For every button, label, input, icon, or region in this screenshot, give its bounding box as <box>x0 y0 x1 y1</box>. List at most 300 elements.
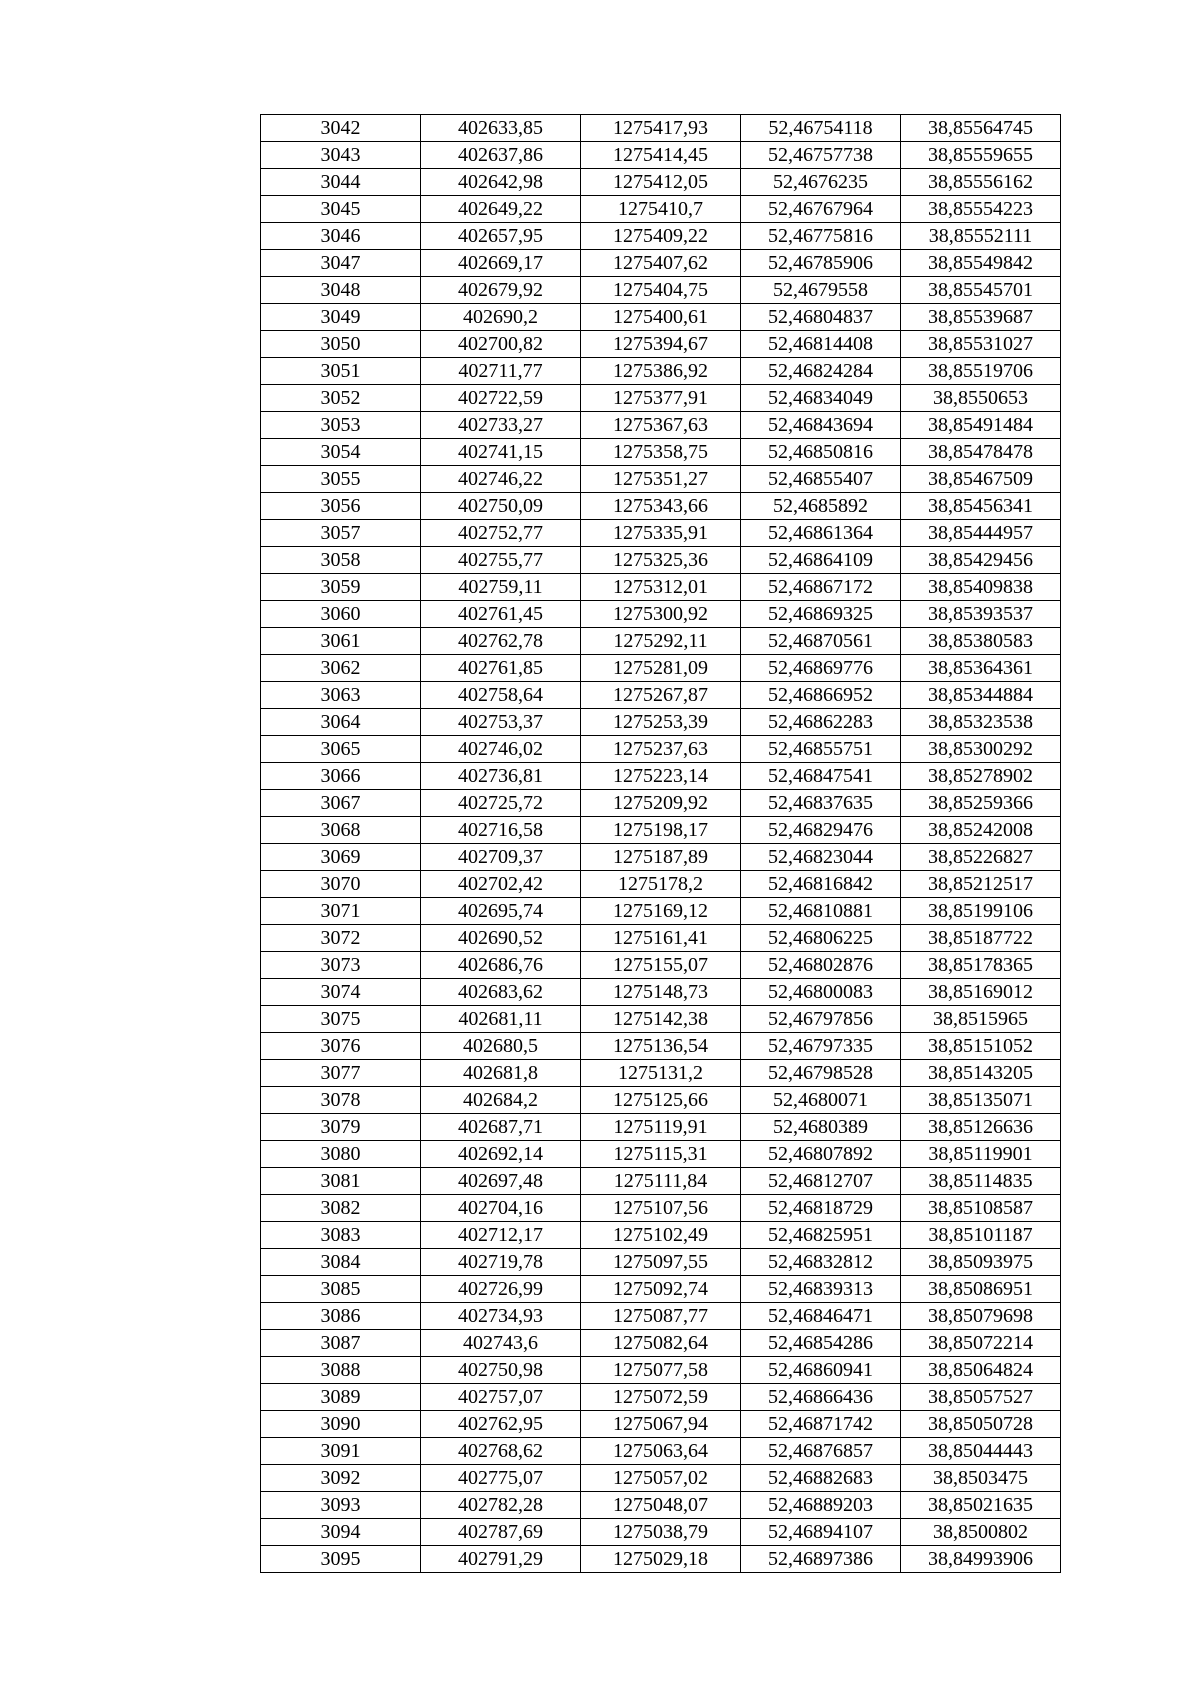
y-coordinate-cell: 1275312,01 <box>581 574 741 601</box>
latitude-cell: 52,46814408 <box>741 331 901 358</box>
x-coordinate-cell: 402692,14 <box>421 1141 581 1168</box>
latitude-cell: 52,46866952 <box>741 682 901 709</box>
y-coordinate-cell: 1275087,77 <box>581 1303 741 1330</box>
latitude-cell: 52,46854286 <box>741 1330 901 1357</box>
x-coordinate-cell: 402679,92 <box>421 277 581 304</box>
longitude-cell: 38,85323538 <box>901 709 1061 736</box>
table-row <box>261 736 1061 763</box>
table-row <box>261 844 1061 871</box>
x-coordinate-cell: 402761,85 <box>421 655 581 682</box>
y-coordinate-cell: 1275097,55 <box>581 1249 741 1276</box>
y-coordinate-cell: 1275111,84 <box>581 1168 741 1195</box>
y-coordinate-cell: 1275057,02 <box>581 1465 741 1492</box>
y-coordinate-cell: 1275148,73 <box>581 979 741 1006</box>
point-number-cell: 3047 <box>261 250 421 277</box>
point-number-cell: 3054 <box>261 439 421 466</box>
point-number-cell: 3070 <box>261 871 421 898</box>
point-number-cell: 3085 <box>261 1276 421 1303</box>
y-coordinate-cell: 1275377,91 <box>581 385 741 412</box>
y-coordinate-cell: 1275142,38 <box>581 1006 741 1033</box>
x-coordinate-cell: 402757,07 <box>421 1384 581 1411</box>
x-coordinate-cell: 402746,02 <box>421 736 581 763</box>
latitude-cell: 52,46847541 <box>741 763 901 790</box>
point-number-cell: 3092 <box>261 1465 421 1492</box>
x-coordinate-cell: 402649,22 <box>421 196 581 223</box>
point-number-cell: 3053 <box>261 412 421 439</box>
latitude-cell: 52,46839313 <box>741 1276 901 1303</box>
table-row <box>261 412 1061 439</box>
x-coordinate-cell: 402791,29 <box>421 1546 581 1573</box>
y-coordinate-cell: 1275325,36 <box>581 547 741 574</box>
point-number-cell: 3062 <box>261 655 421 682</box>
x-coordinate-cell: 402687,71 <box>421 1114 581 1141</box>
point-number-cell: 3044 <box>261 169 421 196</box>
longitude-cell: 38,85559655 <box>901 142 1061 169</box>
latitude-cell: 52,4676235 <box>741 169 901 196</box>
x-coordinate-cell: 402683,62 <box>421 979 581 1006</box>
longitude-cell: 38,85380583 <box>901 628 1061 655</box>
point-number-cell: 3071 <box>261 898 421 925</box>
longitude-cell: 38,8500802 <box>901 1519 1061 1546</box>
point-number-cell: 3089 <box>261 1384 421 1411</box>
table-row <box>261 1168 1061 1195</box>
x-coordinate-cell: 402768,62 <box>421 1438 581 1465</box>
point-number-cell: 3050 <box>261 331 421 358</box>
longitude-cell: 38,85344884 <box>901 682 1061 709</box>
table-row <box>261 142 1061 169</box>
latitude-cell: 52,46876857 <box>741 1438 901 1465</box>
table-row <box>261 466 1061 493</box>
longitude-cell: 38,85199106 <box>901 898 1061 925</box>
point-number-cell: 3055 <box>261 466 421 493</box>
y-coordinate-cell: 1275082,64 <box>581 1330 741 1357</box>
table-row <box>261 763 1061 790</box>
table-row <box>261 1303 1061 1330</box>
latitude-cell: 52,46864109 <box>741 547 901 574</box>
longitude-cell: 38,85064824 <box>901 1357 1061 1384</box>
point-number-cell: 3056 <box>261 493 421 520</box>
point-number-cell: 3049 <box>261 304 421 331</box>
point-number-cell: 3093 <box>261 1492 421 1519</box>
y-coordinate-cell: 1275077,58 <box>581 1357 741 1384</box>
y-coordinate-cell: 1275351,27 <box>581 466 741 493</box>
x-coordinate-cell: 402716,58 <box>421 817 581 844</box>
longitude-cell: 38,8503475 <box>901 1465 1061 1492</box>
point-number-cell: 3077 <box>261 1060 421 1087</box>
longitude-cell: 38,85456341 <box>901 493 1061 520</box>
latitude-cell: 52,46867172 <box>741 574 901 601</box>
x-coordinate-cell: 402690,52 <box>421 925 581 952</box>
x-coordinate-cell: 402709,37 <box>421 844 581 871</box>
y-coordinate-cell: 1275223,14 <box>581 763 741 790</box>
table-row <box>261 1519 1061 1546</box>
table-row <box>261 547 1061 574</box>
latitude-cell: 52,46870561 <box>741 628 901 655</box>
x-coordinate-cell: 402695,74 <box>421 898 581 925</box>
latitude-cell: 52,46866436 <box>741 1384 901 1411</box>
latitude-cell: 52,46767964 <box>741 196 901 223</box>
x-coordinate-cell: 402669,17 <box>421 250 581 277</box>
longitude-cell: 38,85079698 <box>901 1303 1061 1330</box>
y-coordinate-cell: 1275253,39 <box>581 709 741 736</box>
x-coordinate-cell: 402750,09 <box>421 493 581 520</box>
table-row <box>261 1087 1061 1114</box>
longitude-cell: 38,85259366 <box>901 790 1061 817</box>
point-number-cell: 3079 <box>261 1114 421 1141</box>
point-number-cell: 3094 <box>261 1519 421 1546</box>
x-coordinate-cell: 402761,45 <box>421 601 581 628</box>
x-coordinate-cell: 402637,86 <box>421 142 581 169</box>
longitude-cell: 38,85564745 <box>901 115 1061 142</box>
longitude-cell: 38,85126636 <box>901 1114 1061 1141</box>
x-coordinate-cell: 402736,81 <box>421 763 581 790</box>
x-coordinate-cell: 402712,17 <box>421 1222 581 1249</box>
latitude-cell: 52,46832812 <box>741 1249 901 1276</box>
point-number-cell: 3048 <box>261 277 421 304</box>
table-row <box>261 223 1061 250</box>
table-row <box>261 196 1061 223</box>
latitude-cell: 52,46855751 <box>741 736 901 763</box>
y-coordinate-cell: 1275404,75 <box>581 277 741 304</box>
y-coordinate-cell: 1275335,91 <box>581 520 741 547</box>
y-coordinate-cell: 1275169,12 <box>581 898 741 925</box>
y-coordinate-cell: 1275136,54 <box>581 1033 741 1060</box>
point-number-cell: 3075 <box>261 1006 421 1033</box>
y-coordinate-cell: 1275292,11 <box>581 628 741 655</box>
latitude-cell: 52,4685892 <box>741 493 901 520</box>
y-coordinate-cell: 1275115,31 <box>581 1141 741 1168</box>
y-coordinate-cell: 1275029,18 <box>581 1546 741 1573</box>
point-number-cell: 3059 <box>261 574 421 601</box>
longitude-cell: 38,85364361 <box>901 655 1061 682</box>
y-coordinate-cell: 1275067,94 <box>581 1411 741 1438</box>
x-coordinate-cell: 402633,85 <box>421 115 581 142</box>
y-coordinate-cell: 1275400,61 <box>581 304 741 331</box>
latitude-cell: 52,46812707 <box>741 1168 901 1195</box>
latitude-cell: 52,46882683 <box>741 1465 901 1492</box>
y-coordinate-cell: 1275300,92 <box>581 601 741 628</box>
table-row <box>261 790 1061 817</box>
x-coordinate-cell: 402686,76 <box>421 952 581 979</box>
latitude-cell: 52,46798528 <box>741 1060 901 1087</box>
table-row <box>261 682 1061 709</box>
latitude-cell: 52,46810881 <box>741 898 901 925</box>
y-coordinate-cell: 1275198,17 <box>581 817 741 844</box>
point-number-cell: 3043 <box>261 142 421 169</box>
table-row <box>261 304 1061 331</box>
latitude-cell: 52,46807892 <box>741 1141 901 1168</box>
x-coordinate-cell: 402725,72 <box>421 790 581 817</box>
latitude-cell: 52,46855407 <box>741 466 901 493</box>
longitude-cell: 38,85143205 <box>901 1060 1061 1087</box>
y-coordinate-cell: 1275409,22 <box>581 223 741 250</box>
x-coordinate-cell: 402775,07 <box>421 1465 581 1492</box>
latitude-cell: 52,46869776 <box>741 655 901 682</box>
point-number-cell: 3072 <box>261 925 421 952</box>
longitude-cell: 38,85242008 <box>901 817 1061 844</box>
longitude-cell: 38,85531027 <box>901 331 1061 358</box>
coordinates-table <box>260 114 1061 1573</box>
x-coordinate-cell: 402734,93 <box>421 1303 581 1330</box>
table-row <box>261 1546 1061 1573</box>
longitude-cell: 38,85556162 <box>901 169 1061 196</box>
y-coordinate-cell: 1275358,75 <box>581 439 741 466</box>
table-row <box>261 493 1061 520</box>
longitude-cell: 38,85021635 <box>901 1492 1061 1519</box>
x-coordinate-cell: 402762,95 <box>421 1411 581 1438</box>
point-number-cell: 3080 <box>261 1141 421 1168</box>
point-number-cell: 3063 <box>261 682 421 709</box>
y-coordinate-cell: 1275414,45 <box>581 142 741 169</box>
longitude-cell: 38,85478478 <box>901 439 1061 466</box>
table-row <box>261 439 1061 466</box>
longitude-cell: 38,85187722 <box>901 925 1061 952</box>
x-coordinate-cell: 402681,8 <box>421 1060 581 1087</box>
latitude-cell: 52,46797856 <box>741 1006 901 1033</box>
table-row <box>261 1114 1061 1141</box>
table-row <box>261 601 1061 628</box>
longitude-cell: 38,85226827 <box>901 844 1061 871</box>
x-coordinate-cell: 402726,99 <box>421 1276 581 1303</box>
table-row <box>261 1411 1061 1438</box>
longitude-cell: 38,85072214 <box>901 1330 1061 1357</box>
table-row <box>261 1033 1061 1060</box>
table-row <box>261 1357 1061 1384</box>
y-coordinate-cell: 1275187,89 <box>581 844 741 871</box>
point-number-cell: 3065 <box>261 736 421 763</box>
y-coordinate-cell: 1275119,91 <box>581 1114 741 1141</box>
y-coordinate-cell: 1275267,87 <box>581 682 741 709</box>
point-number-cell: 3090 <box>261 1411 421 1438</box>
y-coordinate-cell: 1275281,09 <box>581 655 741 682</box>
y-coordinate-cell: 1275394,67 <box>581 331 741 358</box>
latitude-cell: 52,46869325 <box>741 601 901 628</box>
table-row <box>261 331 1061 358</box>
longitude-cell: 38,85108587 <box>901 1195 1061 1222</box>
point-number-cell: 3058 <box>261 547 421 574</box>
longitude-cell: 38,85135071 <box>901 1087 1061 1114</box>
y-coordinate-cell: 1275107,56 <box>581 1195 741 1222</box>
longitude-cell: 38,85429456 <box>901 547 1061 574</box>
longitude-cell: 38,85151052 <box>901 1033 1061 1060</box>
table-row <box>261 1195 1061 1222</box>
latitude-cell: 52,46818729 <box>741 1195 901 1222</box>
point-number-cell: 3081 <box>261 1168 421 1195</box>
table-row <box>261 1384 1061 1411</box>
longitude-cell: 38,85086951 <box>901 1276 1061 1303</box>
x-coordinate-cell: 402733,27 <box>421 412 581 439</box>
table-row <box>261 709 1061 736</box>
longitude-cell: 38,85393537 <box>901 601 1061 628</box>
point-number-cell: 3086 <box>261 1303 421 1330</box>
longitude-cell: 38,85278902 <box>901 763 1061 790</box>
latitude-cell: 52,46797335 <box>741 1033 901 1060</box>
x-coordinate-cell: 402690,2 <box>421 304 581 331</box>
table-row <box>261 1465 1061 1492</box>
y-coordinate-cell: 1275063,64 <box>581 1438 741 1465</box>
table-row <box>261 817 1061 844</box>
latitude-cell: 52,46897386 <box>741 1546 901 1573</box>
latitude-cell: 52,46861364 <box>741 520 901 547</box>
longitude-cell: 38,85552111 <box>901 223 1061 250</box>
point-number-cell: 3083 <box>261 1222 421 1249</box>
longitude-cell: 38,85545701 <box>901 277 1061 304</box>
latitude-cell: 52,46824284 <box>741 358 901 385</box>
latitude-cell: 52,4680389 <box>741 1114 901 1141</box>
y-coordinate-cell: 1275102,49 <box>581 1222 741 1249</box>
point-number-cell: 3061 <box>261 628 421 655</box>
y-coordinate-cell: 1275417,93 <box>581 115 741 142</box>
y-coordinate-cell: 1275072,59 <box>581 1384 741 1411</box>
point-number-cell: 3095 <box>261 1546 421 1573</box>
x-coordinate-cell: 402681,11 <box>421 1006 581 1033</box>
table-row <box>261 115 1061 142</box>
latitude-cell: 52,46806225 <box>741 925 901 952</box>
table-row <box>261 1492 1061 1519</box>
x-coordinate-cell: 402787,69 <box>421 1519 581 1546</box>
longitude-cell: 38,85119901 <box>901 1141 1061 1168</box>
latitude-cell: 52,46894107 <box>741 1519 901 1546</box>
table-row <box>261 277 1061 304</box>
latitude-cell: 52,46860941 <box>741 1357 901 1384</box>
table-row <box>261 1222 1061 1249</box>
table-row <box>261 1249 1061 1276</box>
longitude-cell: 38,85093975 <box>901 1249 1061 1276</box>
table-row <box>261 979 1061 1006</box>
latitude-cell: 52,46804837 <box>741 304 901 331</box>
y-coordinate-cell: 1275125,66 <box>581 1087 741 1114</box>
longitude-cell: 38,85057527 <box>901 1384 1061 1411</box>
longitude-cell: 38,85169012 <box>901 979 1061 1006</box>
table-row <box>261 1276 1061 1303</box>
latitude-cell: 52,46757738 <box>741 142 901 169</box>
y-coordinate-cell: 1275407,62 <box>581 250 741 277</box>
point-number-cell: 3066 <box>261 763 421 790</box>
x-coordinate-cell: 402684,2 <box>421 1087 581 1114</box>
longitude-cell: 38,85554223 <box>901 196 1061 223</box>
point-number-cell: 3046 <box>261 223 421 250</box>
x-coordinate-cell: 402759,11 <box>421 574 581 601</box>
longitude-cell: 38,85300292 <box>901 736 1061 763</box>
table-row <box>261 952 1061 979</box>
table-row <box>261 1006 1061 1033</box>
longitude-cell: 38,85178365 <box>901 952 1061 979</box>
table-row <box>261 169 1061 196</box>
latitude-cell: 52,4679558 <box>741 277 901 304</box>
longitude-cell: 38,85050728 <box>901 1411 1061 1438</box>
x-coordinate-cell: 402746,22 <box>421 466 581 493</box>
point-number-cell: 3057 <box>261 520 421 547</box>
table-row <box>261 655 1061 682</box>
table-row <box>261 871 1061 898</box>
x-coordinate-cell: 402642,98 <box>421 169 581 196</box>
table-row <box>261 358 1061 385</box>
y-coordinate-cell: 1275161,41 <box>581 925 741 952</box>
point-number-cell: 3078 <box>261 1087 421 1114</box>
latitude-cell: 52,46889203 <box>741 1492 901 1519</box>
latitude-cell: 52,46775816 <box>741 223 901 250</box>
point-number-cell: 3074 <box>261 979 421 1006</box>
x-coordinate-cell: 402753,37 <box>421 709 581 736</box>
point-number-cell: 3088 <box>261 1357 421 1384</box>
longitude-cell: 38,8550653 <box>901 385 1061 412</box>
latitude-cell: 52,46823044 <box>741 844 901 871</box>
latitude-cell: 52,46802876 <box>741 952 901 979</box>
longitude-cell: 38,85519706 <box>901 358 1061 385</box>
x-coordinate-cell: 402741,15 <box>421 439 581 466</box>
x-coordinate-cell: 402758,64 <box>421 682 581 709</box>
y-coordinate-cell: 1275178,2 <box>581 871 741 898</box>
longitude-cell: 38,85539687 <box>901 304 1061 331</box>
x-coordinate-cell: 402702,42 <box>421 871 581 898</box>
table-row <box>261 1438 1061 1465</box>
point-number-cell: 3084 <box>261 1249 421 1276</box>
table-row <box>261 898 1061 925</box>
point-number-cell: 3067 <box>261 790 421 817</box>
longitude-cell: 38,85467509 <box>901 466 1061 493</box>
latitude-cell: 52,46862283 <box>741 709 901 736</box>
table-row <box>261 628 1061 655</box>
y-coordinate-cell: 1275343,66 <box>581 493 741 520</box>
longitude-cell: 38,85491484 <box>901 412 1061 439</box>
longitude-cell: 38,84993906 <box>901 1546 1061 1573</box>
latitude-cell: 52,46846471 <box>741 1303 901 1330</box>
x-coordinate-cell: 402697,48 <box>421 1168 581 1195</box>
table-row <box>261 1141 1061 1168</box>
point-number-cell: 3060 <box>261 601 421 628</box>
latitude-cell: 52,46871742 <box>741 1411 901 1438</box>
point-number-cell: 3076 <box>261 1033 421 1060</box>
point-number-cell: 3068 <box>261 817 421 844</box>
point-number-cell: 3051 <box>261 358 421 385</box>
longitude-cell: 38,85444957 <box>901 520 1061 547</box>
y-coordinate-cell: 1275367,63 <box>581 412 741 439</box>
y-coordinate-cell: 1275209,92 <box>581 790 741 817</box>
table-row <box>261 385 1061 412</box>
x-coordinate-cell: 402750,98 <box>421 1357 581 1384</box>
y-coordinate-cell: 1275237,63 <box>581 736 741 763</box>
y-coordinate-cell: 1275412,05 <box>581 169 741 196</box>
x-coordinate-cell: 402680,5 <box>421 1033 581 1060</box>
latitude-cell: 52,46825951 <box>741 1222 901 1249</box>
x-coordinate-cell: 402657,95 <box>421 223 581 250</box>
latitude-cell: 52,4680071 <box>741 1087 901 1114</box>
point-number-cell: 3069 <box>261 844 421 871</box>
point-number-cell: 3073 <box>261 952 421 979</box>
x-coordinate-cell: 402743,6 <box>421 1330 581 1357</box>
longitude-cell: 38,85044443 <box>901 1438 1061 1465</box>
table-row <box>261 1060 1061 1087</box>
x-coordinate-cell: 402704,16 <box>421 1195 581 1222</box>
longitude-cell: 38,85409838 <box>901 574 1061 601</box>
point-number-cell: 3042 <box>261 115 421 142</box>
latitude-cell: 52,46834049 <box>741 385 901 412</box>
point-number-cell: 3087 <box>261 1330 421 1357</box>
latitude-cell: 52,46816842 <box>741 871 901 898</box>
table-row <box>261 1330 1061 1357</box>
longitude-cell: 38,8515965 <box>901 1006 1061 1033</box>
table-row <box>261 520 1061 547</box>
x-coordinate-cell: 402755,77 <box>421 547 581 574</box>
point-number-cell: 3045 <box>261 196 421 223</box>
point-number-cell: 3052 <box>261 385 421 412</box>
latitude-cell: 52,46800083 <box>741 979 901 1006</box>
longitude-cell: 38,85549842 <box>901 250 1061 277</box>
y-coordinate-cell: 1275131,2 <box>581 1060 741 1087</box>
x-coordinate-cell: 402700,82 <box>421 331 581 358</box>
coordinates-table-body <box>261 115 1061 1573</box>
point-number-cell: 3064 <box>261 709 421 736</box>
